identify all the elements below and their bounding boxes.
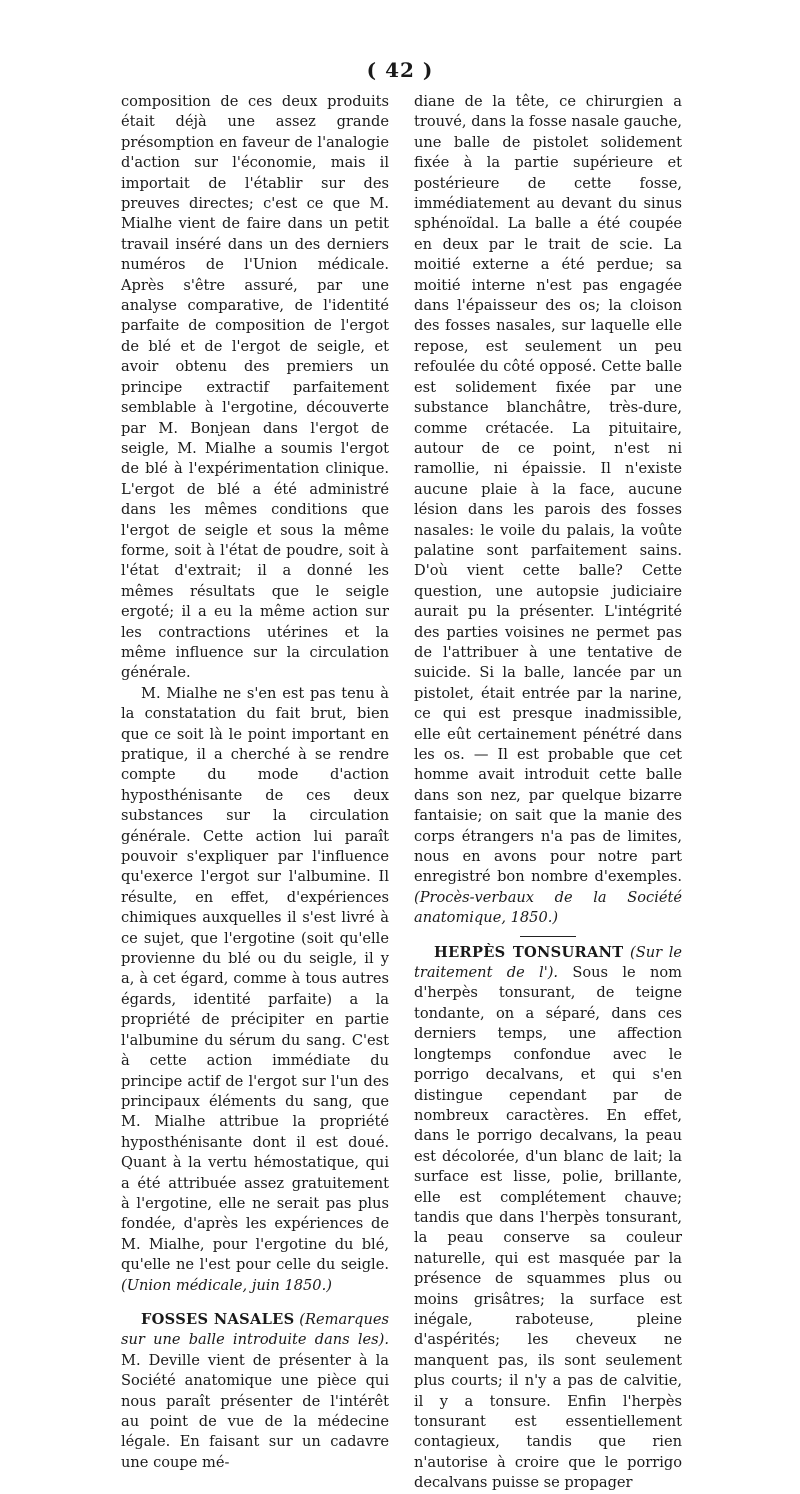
section-text: Sous le nom d'herpès tonsurant, de teigne tondante, on a séparé, dans ces derniers temps, une affection longtemps confondue avec le porrigo decalvans, et qui s'en distingue cependant par de nombreux caractères. En effet, dans le porrigo decalvans, la peau est décolorée, d'un blanc de lait; la surface est lisse, polie, brillante, elle est complétement chauve; tandis que dans l'herpès tonsurant, la peau conserve sa couleur naturelle, qui est masquée par la présence de squammes plus ou moins grisâtres; la surface est inégale, raboteuse, pleine d'aspérités; les cheveux ne manquent pas, ils sont seulement plus courts; il n'y a pas de calvitie, il y a tonsure. Enfin l'herpès tonsurant est essentiellement contagieux, tandis que rien n'autorise à croire que le porrigo decalvans puisse se propager [414,964,682,1492]
herpes-tonsurant-section [414,943,682,1494]
section-heading: FOSSES NASALES [141,1310,295,1328]
page-number: ( 42 ) [366,58,434,82]
mialhe-action-text: M. Mialhe ne s'en est pas tenu à la constatation du fait brut, bien que ce soit là le point important en pratique, il a cherché à se rendre compte du mode d'action hyposthénisante de ces deux substances sur la circulation générale. Cette action lui paraît pouvoir s'expliquer par l'influence qu'exerce l'ergot sur l'albumine. Il résulte, en effet, d'expériences chimiques auxquelles il s'est livré à ce sujet, que l'ergotine (soit qu'elle provienne du blé ou du seigle, il y a, à cet égard, comme à tous autres égards, identité parfaite) a la propriété de précipiter en partie l'albumine du sérum du sang. C'est à cette action immédiate du principe actif de l'ergot sur l'un des principaux éléments du sang, que M. Mialhe attribue la propriété hyposthénisante dont il est doué. Quant à la vertu hémostatique, qui a été attribuée assez gratuitement à l'ergotine, elle ne serait pas plus fondée, d'après les expériences de M. Mialhe, pour l'ergotine du blé, qu'elle ne l'est pour celle du seigle. [121,684,389,1274]
section-subtitle: (Remarques sur une balle introduite dans les). [121,1310,389,1349]
section-heading: HERPÈS TONSURANT [434,943,624,961]
section-divider [520,936,576,937]
section-gap [121,1296,389,1310]
mialhe-action-paragraph [121,684,389,1296]
source-citation: (Procès-verbaux de la Société anatomique, 1850.) [414,888,682,927]
section-subtitle: (Sur le traitement de l'). [414,943,682,982]
source-citation: (Union médicale, juin 1850.) [121,1276,332,1294]
fosses-nasales-continued [414,92,682,929]
mialhe-paragraph: composition de ces deux produits était déjà une assez grande présomption en faveur de l'analogie d'action sur l'économie, mais il importait de l'établir sur des preuves directes; c'est ce que M. Mialhe vient de faire dans un petit travail inséré dans un des derniers numéros de l'Union médicale. Après s'être assuré, par une analyse comparative, de l'identité parfaite de composition de l'ergot de blé et de l'ergot de seigle, et avoir obtenu des premiers un principe extractif parfaitement semblable à l'ergotine, découverte par M. Bonjean dans l'ergot de seigle, M. Mialhe a soumis l'ergot de blé à l'expérimentation clinique. L'ergot de blé a été administré dans les mêmes conditions que l'ergot de seigle et sous la même forme, soit à l'état de poudre, soit à l'état d'extrait; il a donné les mêmes résultats que le seigle ergoté; il a eu la même action sur les contractions utérines et la même influence sur la circulation générale. [121,93,389,682]
fosses-nasales-section [121,1310,389,1473]
section-text: diane de la tête, ce chirurgien a trouvé, dans la fosse nasale gauche, une balle de pistolet solidement fixée à la partie supérieure et postérieure de cette fosse, immédiatement au devant du sinus sphénoïdal. La balle a été coupée en deux par le trait de scie. La moitié externe a été perdue; sa moitié interne n'est pas engagée dans l'épaisseur des os; la cloison des fosses nasales, sur laquelle elle repose, est seulement un peu refoulée du côté opposé. Cette balle est solidement fixée par une substance blanchâtre, très-dure, comme crétacée. La pituitaire, autour de ce point, n'est ni ramollie, ni épaissie. Il n'existe aucune plaie à la face, aucune lésion dans les parois des fosses nasales: le voile du palais, la voûte palatine sont parfaitement sains. D'où vient cette balle? Cette question, une autopsie judiciaire aurait pu la présenter. L'intégrité des parties voisines ne permet pas de l'attribuer à une tentative de suicide. Si la balle, lancée par un pistolet, était entrée par la narine, ce qui est presque inadmissible, elle eût certainement pénétré dans les os. — Il est probable que cet homme avait introduit cette balle dans son nez, par quelque bizarre fantaisie; on sait que la manie des corps étrangers n'a pas de limites, nous en avons pour notre part enregistré bon nombre d'exemples. [414,93,682,886]
section-text: M. Deville vient de présenter à la Société anatomique une pièce qui nous paraît présenter de l'intérêt au point de vue de la médecine légale. En faisant sur un cadavre une coupe mé- [121,1351,389,1471]
left-column [121,92,389,1473]
right-column [414,92,682,1494]
